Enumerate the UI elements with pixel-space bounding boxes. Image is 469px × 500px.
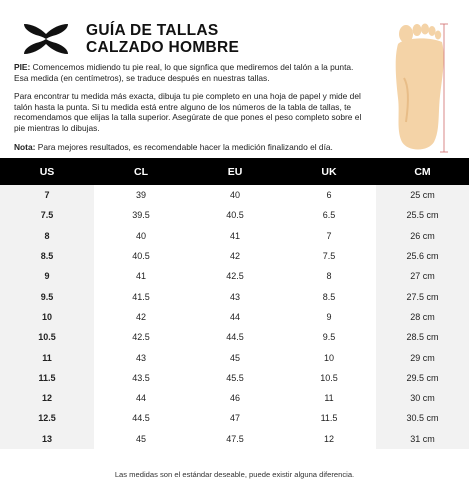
table-row <box>0 286 469 306</box>
pie-text: Comencemos midiendo tu pie real, lo que signfica que mediremos del talón a la punta. Esa medida (en centímetros), se traduce después en nuestras tallas. <box>14 62 354 83</box>
table-cell-cm: 25 cm <box>376 185 469 205</box>
table-row <box>0 185 469 205</box>
table-cell-uk: 11.5 <box>320 413 338 424</box>
table-cell-cm: 30.5 cm <box>376 408 469 428</box>
table-cell-cm: 26 cm <box>376 226 469 246</box>
table-cell-uk: 7 <box>326 230 332 241</box>
table-cell-uk: 9.5 <box>322 332 336 343</box>
column-header-us: US <box>39 165 55 178</box>
table-cell-uk: 11 <box>324 393 334 404</box>
note-paragraph <box>14 142 364 153</box>
table-row <box>0 307 469 327</box>
table-cell-cm: 28 cm <box>376 307 469 327</box>
size-table <box>0 158 469 449</box>
under-armour-logo-icon <box>22 22 70 56</box>
table-cell-cl: 42.5 <box>132 332 150 343</box>
note-label: Nota: <box>14 141 36 152</box>
table-cell-eu: 41 <box>229 230 240 241</box>
table-cell-us: 9.5 <box>0 286 94 306</box>
table-cell-cm: 25.5 cm <box>376 205 469 225</box>
table-cell-eu: 47 <box>229 413 240 424</box>
table-cell-uk: 12 <box>323 433 334 444</box>
table-cell-cl: 40.5 <box>132 251 150 262</box>
table-cell-uk: 8 <box>326 271 332 282</box>
pie-label: PIE: <box>14 62 31 72</box>
table-cell-eu: 44 <box>229 311 240 322</box>
table-cell-us: 12 <box>0 388 94 408</box>
table-cell-uk: 8.5 <box>322 291 336 302</box>
table-row <box>0 368 469 388</box>
table-row <box>0 205 469 225</box>
table-cell-cl: 44.5 <box>132 413 150 424</box>
table-cell-eu: 42.5 <box>226 271 244 282</box>
table-cell-us: 11 <box>0 347 94 367</box>
table-cell-eu: 42 <box>229 251 240 262</box>
page-title <box>86 22 239 56</box>
table-cell-cl: 43.5 <box>132 372 150 383</box>
foot-measure-icon <box>384 18 450 156</box>
table-cell-eu: 43 <box>229 291 240 302</box>
column-header-eu: EU <box>227 165 243 178</box>
column-header-cl: CL <box>134 165 148 178</box>
table-cell-uk: 10.5 <box>320 372 338 383</box>
table-row <box>0 388 469 408</box>
table-row <box>0 347 469 367</box>
table-cell-us: 11.5 <box>0 368 94 388</box>
guide-header <box>0 0 469 160</box>
table-cell-us: 10.5 <box>0 327 94 347</box>
table-cell-us: 8.5 <box>0 246 94 266</box>
table-row <box>0 327 469 347</box>
table-cell-cm: 31 cm <box>376 429 469 449</box>
table-cell-cl: 39.5 <box>132 210 150 221</box>
table-cell-cm: 27.5 cm <box>376 286 469 306</box>
table-cell-us: 8 <box>0 226 94 246</box>
table-cell-eu: 45.5 <box>226 372 244 383</box>
footer-disclaimer: Las medidas son el estándar deseable, puede existir alguna diferencia. <box>114 470 355 479</box>
table-row <box>0 408 469 428</box>
pie-paragraph <box>14 62 364 83</box>
table-cell-us: 9 <box>0 266 94 286</box>
table-cell-us: 13 <box>0 429 94 449</box>
table-cell-cl: 39 <box>135 190 146 201</box>
table-cell-uk: 6.5 <box>322 210 336 221</box>
measure-paragraph: Para encontrar tu medida más exacta, dibuja tu pie completo en una hoja de papel y mide del talón hasta la punta. Si tu medida está entre alguno de los números de la tabla de tallas, te recomendamos que elijas la talla superior. Asegúrate de que pones el peso completo sobre el pie mientras lo dibujas. <box>14 91 362 133</box>
table-cell-eu: 45 <box>229 352 240 363</box>
table-cell-uk: 7.5 <box>322 251 336 262</box>
table-cell-cl: 43 <box>135 352 146 363</box>
table-cell-cm: 29.5 cm <box>376 368 469 388</box>
table-cell-cl: 41 <box>135 271 146 282</box>
table-body <box>0 185 469 449</box>
title-line-2: CALZADO HOMBRE <box>86 39 240 56</box>
table-cell-eu: 40 <box>229 190 240 201</box>
table-cell-cm: 30 cm <box>376 388 469 408</box>
table-cell-eu: 40.5 <box>226 210 244 221</box>
table-cell-cl: 41.5 <box>132 291 150 302</box>
column-header-uk: UK <box>321 165 337 178</box>
title-line-1: GUÍA DE TALLAS <box>86 22 219 39</box>
table-row <box>0 429 469 449</box>
table-cell-eu: 47.5 <box>226 433 244 444</box>
table-cell-cl: 45 <box>135 433 146 444</box>
table-cell-uk: 6 <box>326 190 332 201</box>
table-cell-cl: 40 <box>135 230 146 241</box>
table-cell-cl: 44 <box>135 393 146 404</box>
table-cell-cl: 42 <box>135 311 146 322</box>
table-cell-cm: 27 cm <box>376 266 469 286</box>
table-cell-cm: 25.6 cm <box>376 246 469 266</box>
table-cell-eu: 44.5 <box>226 332 244 343</box>
table-cell-cm: 29 cm <box>376 347 469 367</box>
table-cell-uk: 10 <box>323 352 334 363</box>
table-cell-us: 12.5 <box>0 408 94 428</box>
table-cell-cm: 28.5 cm <box>376 327 469 347</box>
table-cell-us: 10 <box>0 307 94 327</box>
table-cell-us: 7.5 <box>0 205 94 225</box>
table-header-row <box>0 158 469 185</box>
column-header-cm: CM <box>414 165 431 178</box>
note-text: Para mejores resultados, es recomendable hacer la medición finalizando el día. <box>35 141 333 152</box>
table-row <box>0 226 469 246</box>
table-row <box>0 246 469 266</box>
table-cell-eu: 46 <box>229 393 240 404</box>
instructions <box>14 62 364 160</box>
table-row <box>0 266 469 286</box>
table-cell-uk: 9 <box>326 311 332 322</box>
table-cell-us: 7 <box>0 185 94 205</box>
